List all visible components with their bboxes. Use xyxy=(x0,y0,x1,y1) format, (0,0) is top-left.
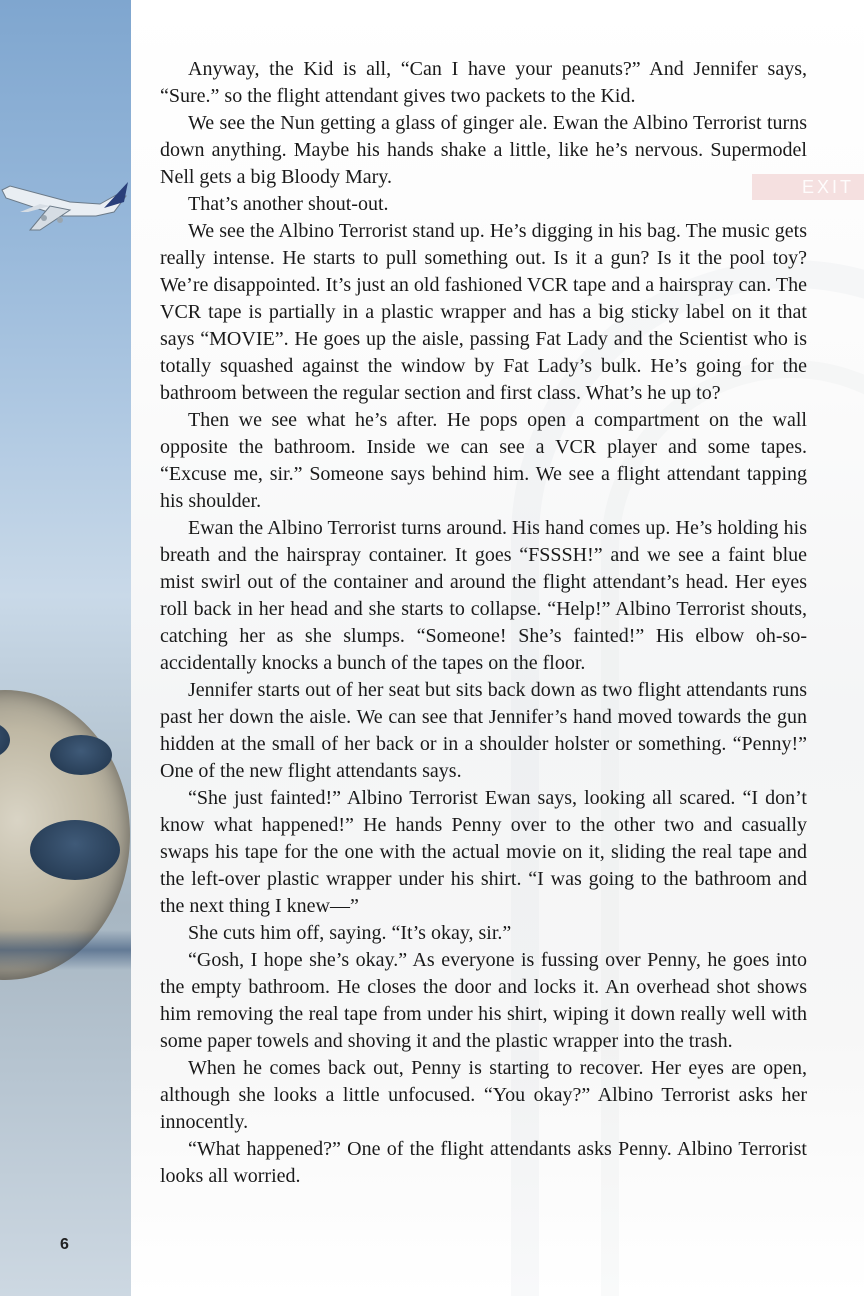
film-reel-hole xyxy=(30,820,120,880)
airplane-icon xyxy=(0,172,131,242)
paragraph: We see the Albino Terrorist stand up. He’s digging in his bag. The music gets really intense. He starts to pull something out. Is it a gun? Is it the pool toy? We’re disappointed. It’s just an old fashioned VCR tape and a hairspray can. The VCR tape is partially in a plastic wrapper and has a big sticky label on it that says “MOVIE”. He goes up the aisle, passing Fat Lady and the Scientist who is totally squashed against the window by Fat Lady’s bulk. He’s going for the bathroom between the regular section and first class. What’s he up to? xyxy=(160,220,807,404)
paragraph: “Gosh, I hope she’s okay.” As everyone is fussing over Penny, he goes into the empty bathroom. He closes the door and locks it. An overhead shot shows him removing the real tape from under his shirt, wiping it down really well with some paper towels and shoving it and the plastic wrapper into the trash. xyxy=(160,949,807,1052)
paragraph: That’s another shout-out. xyxy=(188,193,389,215)
paragraph: She cuts him off, saying. “It’s okay, sir.” xyxy=(188,922,512,944)
film-strip-shadow xyxy=(0,930,131,970)
decorative-sidebar xyxy=(0,0,131,1296)
story-text xyxy=(160,56,807,1190)
paragraph: Jennifer starts out of her seat but sits back down as two flight attendants runs past her down the aisle. We can see that Jennifer’s hand moved towards the gun hidden at the small of her back or in a shoulder holster or something. “Penny!” One of the new flight attendants says. xyxy=(160,679,807,782)
paragraph: We see the Nun getting a glass of ginger ale. Ewan the Albino Terrorist turns down anything. Maybe his hands shake a little, like he’s nervous. Supermodel Nell gets a big Bloody Mary. xyxy=(160,112,807,188)
exit-sign: EXIT xyxy=(752,174,864,200)
paragraph: Then we see what he’s after. He pops open a compartment on the wall opposite the bathroom. Inside we can see a VCR player and some tapes. “Excuse me, sir.” Someone says behind him. We see a flight attendant tapping his shoulder. xyxy=(160,409,807,512)
film-reel-hole xyxy=(50,735,112,775)
paragraph: “She just fainted!” Albino Terrorist Ewan says, looking all scared. “I don’t know what happened!” He hands Penny over to the other two and casually swaps his tape for the one with the actual movie on it, sliding the real tape and the left-over plastic wrapper under his shirt. “I was going to the bathroom and the next thing I knew—” xyxy=(160,787,807,917)
paragraph: When he comes back out, Penny is starting to recover. Her eyes are open, although she looks a little unfocused. “You okay?” Albino Terrorist asks her innocently. xyxy=(160,1057,807,1133)
page-number: 6 xyxy=(60,1236,69,1253)
paragraph: “What happened?” One of the flight attendants asks Penny. Albino Terrorist looks all worried. xyxy=(160,1138,807,1187)
film-reel-hole xyxy=(0,720,10,760)
paragraph: Ewan the Albino Terrorist turns around. His hand comes up. He’s holding his breath and the hairspray container. It goes “FSSSH!” and we see a faint blue mist swirl out of the container and around the flight attendant’s head. Her eyes roll back in her head and she starts to collapse. “Help!” Albino Terrorist shouts, catching her as she slumps. “Someone! She’s fainted!” His elbow oh-so-accidentally knocks a bunch of the tapes on the floor. xyxy=(160,517,807,674)
paragraph: Anyway, the Kid is all, “Can I have your peanuts?” And Jennifer says, “Sure.” so the flight attendant gives two packets to the Kid. xyxy=(160,58,807,107)
